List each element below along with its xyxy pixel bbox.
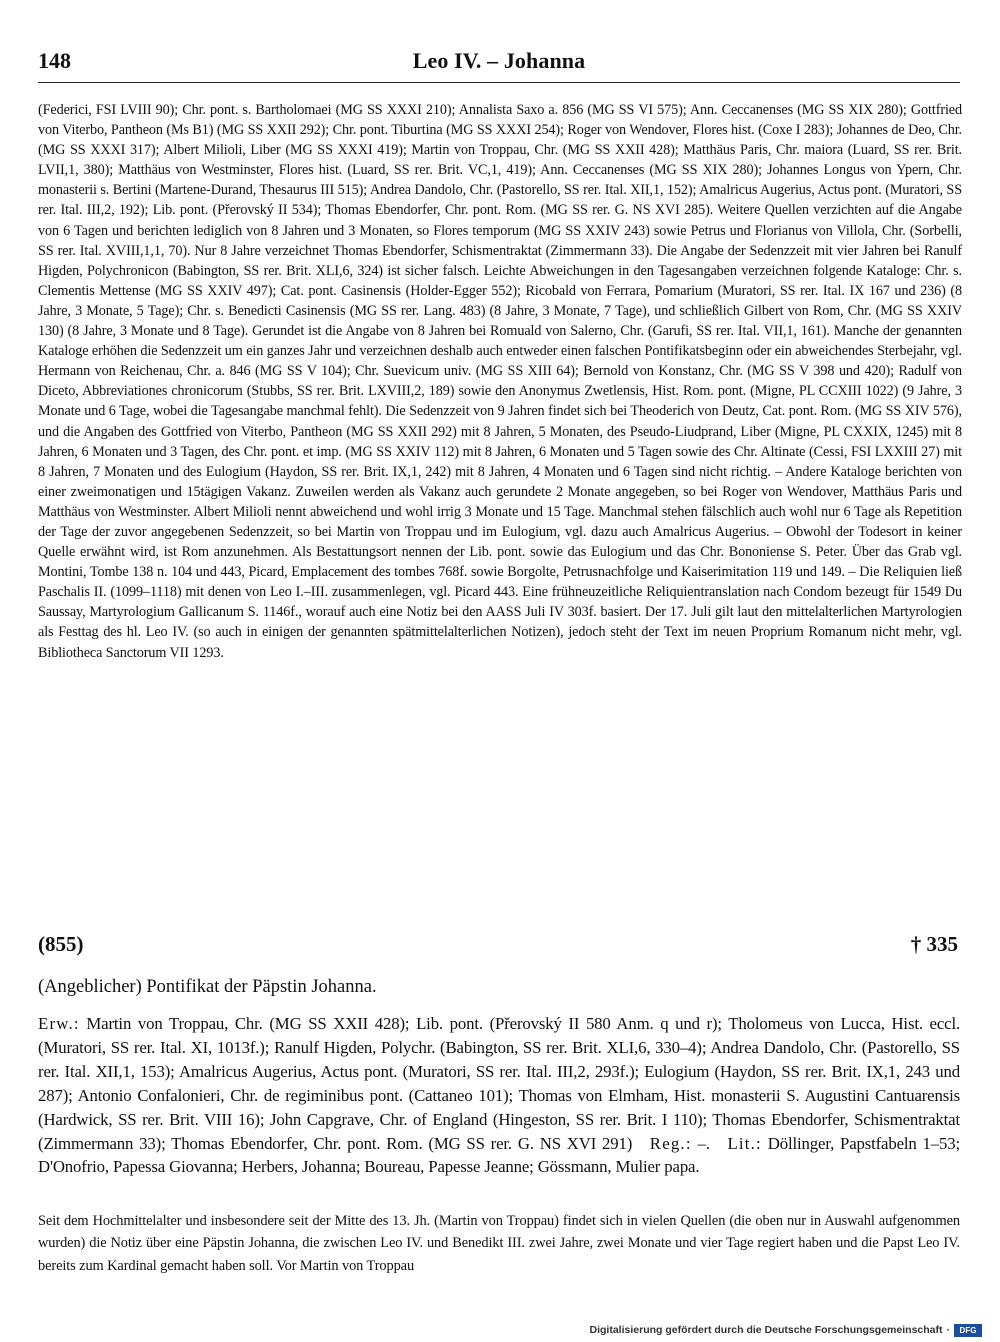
dfg-logo-icon: DFG	[954, 1324, 982, 1337]
reg-text: –.	[697, 1133, 710, 1153]
entry-number: † 335	[910, 932, 958, 956]
entry-references	[38, 1012, 960, 1179]
erw-text: Martin von Troppau, Chr. (MG SS XXII 428); Lib. pont. (Přerovský II 580 Anm. q und r); Tholomeus von Lucca, Hist. eccl. (Muratori, SS rer. Ital. XI, 1013f.); Ranulf Higden, Polychr. (Babington, SS rer. Brit. XLI,6, 330–4); Andrea Dandolo, Chr. (Pastorello, SS rer. Ital. XII,1, 153); Amalricus Augerius, Actus pont. (Muratori, SS rer. Ital. III,2, 293f.); Eulogium (Haydon, SS rer. Brit. IX,1, 243 und 287); Antonio Confalonieri, Chr. de regiminibus pont. (Cattaneo 101); Thomas von Elmham, Hist. monasterii S. Augustini Cantuarensis (Hardwick, SS rer. Brit. VIII 16); John Capgrave, Chr. of England (Hingeston, SS rer. Brit. I 110); Thomas Ebendorfer, Schismentraktat (Zimmermann 33); Thomas Ebendorfer, Chr. pont. Rom. (MG SS rer. G. NS XVI 291)	[38, 1014, 961, 1153]
entry-year: (855)	[38, 932, 84, 956]
running-title: Leo IV. – Johanna	[412, 48, 586, 73]
page-header	[38, 48, 960, 83]
erw-label: Erw.:	[38, 1014, 80, 1033]
entry-body-paragraph: Seit dem Hochmittelalter und insbesondere seit der Mitte des 13. Jh. (Martin von Troppau) findet sich in vielen Quellen (die oben nur in Auswahl aufgenommen wurden) die Notiz über eine Päpstin Johanna, die zwischen Leo IV. und Benedikt III. zwei Jahre, zwei Monate und vier Tage regiert haben und die Papst Leo IV. bereits zum Kardinal gemacht haben soll. Vor Martin von Troppau	[38, 1213, 960, 1274]
page-number: 148	[38, 48, 71, 73]
lit-text: Döllinger, Papstfabeln 1–53; D'Onofrio, Papessa Giovanna; Herbers, Johanna; Boureau, Papesse Jeanne; Gössmann, Mulier papa.	[38, 1133, 960, 1177]
reg-label: Reg.:	[649, 1133, 692, 1153]
lit-label: Lit.:	[727, 1133, 762, 1153]
entry-heading	[38, 930, 958, 958]
digitization-footer: Digitalisierung gefördert durch die Deutsche Forschungsgemeinschaft · DFG	[590, 1322, 982, 1338]
footer-text: Digitalisierung gefördert durch die Deutsche Forschungsgemeinschaft	[589, 1324, 943, 1336]
commentary-paragraph: (Federici, FSI LVIII 90); Chr. pont. s. Bartholomaei (MG SS XXXI 210); Annalista Saxo a. 856 (MG SS VI 575); Ann. Ceccanenses (MG SS XIX 280); Gottfried von Viterbo, Pantheon (Ms B1) (MG SS XXII 292); Chr. pont. Tiburtina (MG SS XXXI 254); Roger von Wendover, Flores hist. (Coxe I 283); Johannes de Deo, Chr. (MG SS XXXI 317); Albert Milioli, Liber (MG SS XXXI 419); Martin von Troppau, Chr. (MG SS XXII 428); Matthäus Paris, Chr. maiora (Luard, SS rer. Brit. LVII,1, 380); Matthäus von Westminster, Flores hist. (Luard, SS rer. Brit. VC,1, 419); Ann. Ceccanenses (MG SS XIX 280); Johannes Longus von Ypern, Chr. monasterii s. Bertini (Martene-Durand, Thesaurus III 515); Andrea Dandolo, Chr. (Pastorello, SS rer. Ital. XII,1, 152); Amalricus Augerius, Actus pont. (Muratori, SS rer. Ital. III,2, 192); Lib. pont. (Přerovský II 534); Thomas Ebendorfer, Chr. pont. Rom. (MG SS rer. G. NS XVI 285). Weitere Quellen verzichten auf die Angabe von 6 Tagen und berichten lediglich von 8 Jahren und 3 Monaten, so Flores temporum (MG SS XXIV 243) sowie Petrus und Florianus von Villola, Chr. (Sorbelli, SS rer. Ital. XVIII,1,1, 70). Nur 8 Jahre verzeichnet Thomas Ebendorfer, Schismentraktat (Zimmermann 33). Die Angabe der Sedenzzeit mit vier Jahren bei Ranulf Higden, Polychronicon (Babington, SS rer. Brit. XLI,6, 324) ist sicher falsch. Leichte Abweichungen in den Tagesangaben verzeichnen folgende Kataloge: Chr. s. Clementis Mettense (MG SS XXIV 497); Cat. pont. Casinensis (Holder-Egger 552); Ricobald von Ferrara, Pomarium (Muratori, SS rer. Ital. IX 167 und 236) (8 Jahre, 3 Monate, 5 Tage); Chr. s. Benedicti Casinensis (MG SS rer. Lang. 483) (8 Jahre, 3 Monate, 7 Tage), und schließlich Gilbert von Rom, Chr. (MG SS XXIV 130) (8 Jahre, 3 Monate und 8 Tage). Gerundet ist die Angabe von 8 Jahren bei Romuald von Salerno, Chr. (Garufi, SS rer. Ital. VII,1, 161). Manche der genannten Kataloge erhöhen die Sedenzzeit um ein ganzes Jahr und verzeichnen deshalb auch entweder einen falschen Pontifikatsbeginn oder ein abweichendes Sterbejahr, vgl. Hermann von Reichenau, Chr. a. 846 (MG SS V 104); Chr. Suevicum univ. (MG SS XIII 64); Bernold von Konstanz, Chr. (MG SS V 398 und 420); Radulf von Diceto, Abbreviationes chronicorum (Stubbs, SS rer. Brit. LXVIII,2, 189) sowie den Anonymus Zwetlensis, Hist. Rom. pont. (Migne, PL CCXIII 1022) (9 Jahre, 3 Monate und 6 Tage, wobei die Tagesangabe manchmal fehlt). Die Sedenzzeit von 9 Jahren findet sich bei Theoderich von Deutz, Cat. pont. Rom. (MG SS XIV 576), und die Angaben des Gottfried von Viterbo, Pantheon (MG SS XXII 292) mit 8 Jahren, 5 Monaten, des Pseudo-Liudprand, Liber (Migne, PL CXXIX, 1245) mit 8 Jahren, 6 Monaten und 3 Tagen, des Chr. pont. et imp. (MG SS XXIV 112) mit 8 Jahren, 6 Monaten und 5 Tagen sowie des Chr. Altinate (Cessi, FSI LXXIII 27) mit 8 Jahren, 7 Monaten und des Eulogium (Haydon, SS rer. Brit. IX,1, 242) mit 8 Jahren, 4 Monaten und 6 Tagen sind nicht richtig. – Andere Kataloge berichten von einer zweimonatigen und 15tägigen Vakanz. Zuweilen werden als Vakanz auch gerundete 2 Monate angegeben, so bei Roger von Wendover, Matthäus Paris und Matthäus von Westminster. Albert Milioli nennt abweichend und wohl irrig 3 Monate und 15 Tage. Manchmal stehen fälschlich auch wohl nur 6 Tage als Repetition der Tage der zuvor angegebenen Sedenzzeit, so bei Martin von Troppau und im Eulogium, vgl. dazu auch Amalricus Augerius. – Obwohl der Todesort in keiner Quelle erwähnt wird, ist Rom anzunehmen. Als Bestattungsort nennen der Lib. pont. sowie das Eulogium und das Chr. Bononiense S. Peter. Über das Grab vgl. Montini, Tombe 138 n. 104 und 443, Picard, Emplacement des tombes 768f. sowie Borgolte, Petrusnachfolge und Kaiserimitation 119 und 149. – Die Reliquien ließ Paschalis II. (1099–1118) mit denen von Leo I.–III. zusammenlegen, vgl. Picard 443. Eine frühneuzeitliche Reliquientranslation nach Condom bezeugt für 1549 Du Saussay, Martyrologium Gallicanum S. 1146f., worauf auch eine Notiz bei den AASS Juli IV 303f. basiert. Der 17. Juli gilt laut den mittelalterlichen Martyrologien als Festtag des hl. Leo IV. (so auch in einigen der genannten spätmittelalterlichen Notizen), jedoch steht der Text im neuen Proprium Romanum nicht mehr, vgl. Bibliotheca Sanctorum VII 1293.	[38, 102, 962, 661]
entry-title: (Angeblicher) Pontifikat der Päpstin Johanna.	[38, 977, 377, 997]
